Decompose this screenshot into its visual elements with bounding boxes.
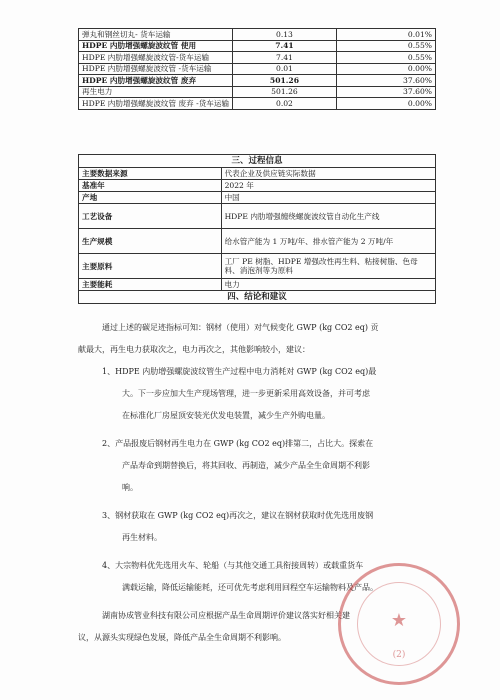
process-name: HDPE 内肋增强螺旋波纹管 使用 (79, 40, 233, 52)
row-label: 工艺设备 (79, 204, 222, 229)
gwp-value: 0.02 (233, 98, 337, 110)
intro-line-2: 献最大，再生电力获取次之，电力再次之，其他影响较小，建议： (78, 345, 310, 354)
item2-line2: 产品寿命到期替换后，将其回收、再制造，减少产品全生命周期不利影 (122, 461, 370, 470)
gwp-value: 501.26 (233, 75, 337, 87)
closing-line-1: 湖南协成管业科技有限公司应根据产品生命周期评价建议落实好相关建 (102, 611, 350, 620)
row-value: 代表企业及供应链实际数据 (221, 168, 435, 180)
table-row (79, 86, 436, 98)
row-value: 给水管产能为 1 万吨/年、排水管产能为 2 万吨/年 (221, 229, 435, 254)
process-name: 弹丸和钢丝切丸- 货车运输 (79, 29, 233, 41)
process-name: 再生电力 (79, 86, 233, 98)
process-name: HDPE 内肋增强螺旋波纹管 废弃 -货车运输 (79, 98, 233, 110)
closing-line-2: 议，从源头实现绿色发展，降低产品全生命周期不利影响。 (78, 633, 286, 642)
seal-star-icon: ★ (390, 610, 408, 631)
gwp-percent: 0.00% (336, 98, 435, 110)
gwp-value: 0.01 (233, 63, 337, 75)
gwp-percent: 0.00% (336, 63, 435, 75)
item2-line3: 响。 (122, 483, 138, 492)
gwp-value: 501.26 (233, 86, 337, 98)
row-label: 基准年 (79, 180, 222, 192)
gwp-value: 7.41 (233, 52, 337, 64)
row-label: 主要原料 (79, 254, 222, 279)
row-label: 产地 (79, 192, 222, 204)
gwp-percent: 37.60% (336, 75, 435, 87)
table-row (79, 40, 436, 52)
section3-title: 三、过程信息 (79, 155, 436, 168)
intro-line-1: 通过上述的碳足迹指标可知：钢材（使用）对气候变化 GWP (kg CO2 eq) 贡 (102, 323, 379, 332)
row-value: 工厂 PE 树脂、HDPE 增强改性再生料、粘接树脂、色母料、消泡剂等为原料 (221, 254, 435, 279)
row-label: 主要数据来源 (79, 168, 222, 180)
row-value: HDPE 内肋增强缠绕螺旋波纹管自动化生产线 (221, 204, 435, 229)
item4-line2: 满载运输，降低运输能耗，还可优先考虑利用回程空车运输物料及产品。 (122, 583, 378, 592)
impact-contribution-table (78, 28, 436, 110)
table-row (79, 63, 436, 75)
item1-line2: 大。下一步应加大生产现场管理，进一步更新采用高效设备，并可考虑 (122, 389, 370, 398)
gwp-percent: 0.55% (336, 52, 435, 64)
item1-line3: 在标准化厂房屋顶安装光伏发电装置，减少生产外购电量。 (122, 411, 330, 420)
item4-line1: 4、大宗物料优先选用火车、轮船（与其他交通工具衔接周转）或载重货车 (102, 561, 364, 570)
section4-title: 四、结论和建议 (79, 291, 436, 304)
gwp-percent: 0.01% (336, 29, 435, 41)
item3-line1: 3、钢材获取在 GWP (kg CO2 eq)再次之，建议在钢材获取时优先选用废钢 (102, 511, 374, 520)
gwp-value: 0.13 (233, 29, 337, 41)
gwp-value: 7.41 (233, 40, 337, 52)
process-name: HDPE 内肋增强螺旋波纹管-货车运输 (79, 52, 233, 64)
table-row (79, 98, 436, 110)
company-seal (338, 563, 460, 685)
process-info-table (78, 154, 436, 304)
table-row (79, 29, 436, 41)
table-row (79, 75, 436, 87)
item1-line1: 1、HDPE 内肋增强螺旋波纹管生产过程中电力消耗对 GWP (kg CO2 eq)最 (102, 367, 377, 376)
gwp-percent: 37.60% (336, 86, 435, 98)
row-value: 2022 年 (221, 180, 435, 192)
table-row (79, 52, 436, 64)
process-name: HDPE 内肋增强螺旋波纹管 废弃 (79, 75, 233, 87)
row-value: 电力 (221, 279, 435, 291)
item3-line2: 再生材料。 (122, 533, 162, 542)
process-name: HDPE 内肋增强螺旋波纹管 -货车运输 (79, 63, 233, 75)
item2-line1: 2、产品报废后钢材再生电力在 GWP (kg CO2 eq)排第二，占比大。探索在 (102, 439, 374, 448)
gwp-percent: 0.55% (336, 40, 435, 52)
seal-number: (2) (392, 650, 406, 660)
row-value: 中国 (221, 192, 435, 204)
row-label: 主要能耗 (79, 279, 222, 291)
row-label: 生产规模 (79, 229, 222, 254)
